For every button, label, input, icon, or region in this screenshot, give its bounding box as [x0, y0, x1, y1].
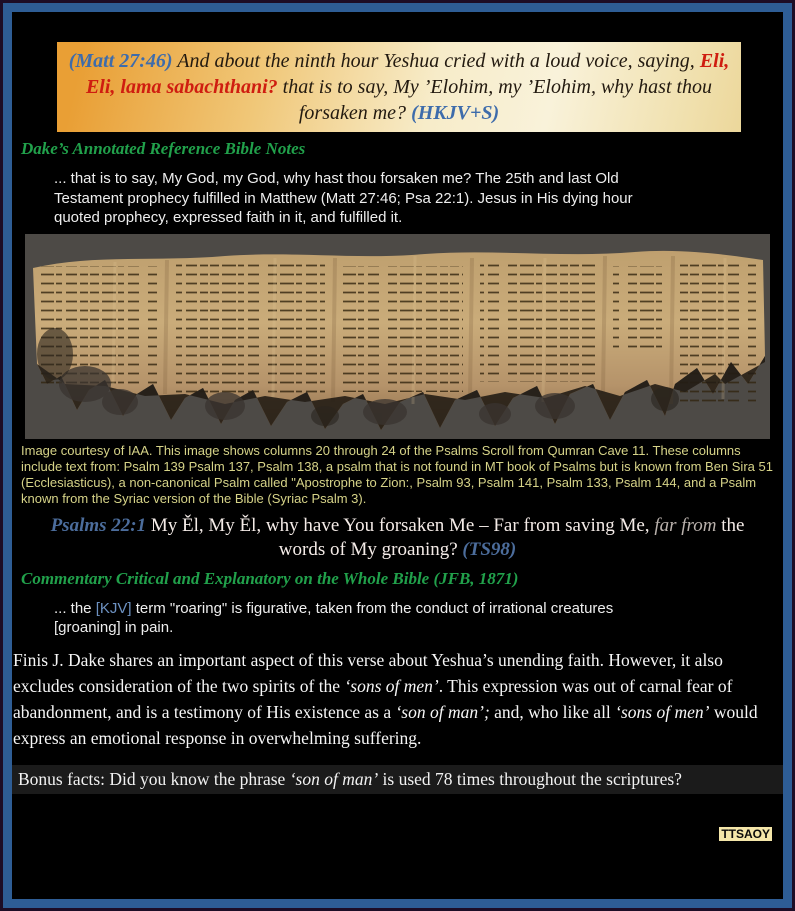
- psalm-text-1: My Ěl, My Ěl, why have You forsaken Me – Far from saving Me,: [146, 514, 655, 536]
- bonus-text-1: Bonus facts: Did you know the phrase: [18, 768, 290, 789]
- finis-text-1: Finis J. Dake shares an important aspect of this verse about Yeshua’s unending faith. However, it also excludes consideration of the two spirits of the: [13, 649, 723, 696]
- finis-text-3: and, who like all: [489, 701, 616, 722]
- scroll-caption: Image courtesy of IAA. This image shows columns 20 through 24 of the Psalms Scroll from Qumran Cave 11. These columns include text from: Psalm 139 Psalm 137, Psalm 138, a psalm that is not found in MT book of Psalms but is known from Ben Sira 51 (Ecclesiasticus), a non-canonical Psalm called "Apostrophe to Zion:, Psalm 93, Psalm 141, Psalm 133, Psalm 144, and a Psalm known from the Syriac version of the Bible (Syriac Psalm 3).: [21, 442, 773, 506]
- finis-dake-paragraph: [13, 647, 779, 751]
- verse-text-1: And about the ninth hour Yeshua cried with a loud voice, saying,: [172, 50, 700, 72]
- finis-text-4: would express an emotional response in overwhelming suffering.: [13, 701, 758, 748]
- kjv-tag: [KJV]: [95, 599, 132, 617]
- verse-text-2: that is to say, My ’Elohim, my ’Elohim, why hast thou forsaken me?: [277, 76, 713, 124]
- logo-row: [12, 826, 783, 842]
- psalm-text-2: the words of My groaning?: [278, 514, 745, 560]
- bonus-facts-strip: [12, 765, 783, 794]
- scroll-photo-svg: [25, 234, 770, 439]
- ttsaoy-logo: TTSAOY: [718, 826, 773, 842]
- bonus-italic-phrase: ‘son of man’: [289, 768, 379, 789]
- matthew-verse-banner: [57, 42, 741, 132]
- finis-italic-1: ‘sons of men’: [344, 675, 439, 696]
- psalm-translation-version: (TS98): [462, 538, 517, 560]
- blue-frame: [3, 3, 792, 908]
- jfb-commentary-body: [54, 599, 678, 638]
- jfb-text-2: term "roaring" is figurative, taken from the conduct of irrational creatures [groaning] in pain.: [54, 599, 614, 636]
- dake-notes-heading: Dake’s Annotated Reference Bible Notes: [21, 139, 306, 158]
- verse-emphasis-aramaic: Eli, Eli, lama sabachthani?: [85, 50, 730, 98]
- finis-italic-2: ‘son of man’;: [395, 701, 490, 722]
- psalms-scroll-image: [25, 234, 770, 439]
- jfb-text-1: ... the: [54, 599, 96, 617]
- psalm-reference: Psalms 22:1: [50, 514, 147, 536]
- jfb-commentary-heading: Commentary Critical and Explanatory on the Whole Bible (JFB, 1871): [21, 568, 519, 588]
- finis-text-2: . This expression was out of carnal fear of abandonment, and is a testimony of His existence as a: [13, 675, 733, 722]
- verse-reference: (Matt 27:46): [68, 50, 173, 72]
- finis-italic-3: ‘sons of men’: [615, 701, 710, 722]
- dake-notes-body: ... that is to say, My God, my God, why hast thou forsaken me? The 25th and last Old Testament prophecy fulfilled in Matthew (Matt 27:46; Psa 22:1). Jesus in His dying hour quoted prophecy, expressed faith in it, and fulfilled it.: [54, 170, 633, 226]
- psalm-italic-phrase: far from: [654, 514, 717, 536]
- content-area: [12, 12, 783, 899]
- psalm-22-verse: [40, 514, 755, 562]
- translation-version: (HKJV+S): [411, 102, 500, 124]
- bonus-text-2: is used 78 times throughout the scriptures?: [378, 768, 682, 789]
